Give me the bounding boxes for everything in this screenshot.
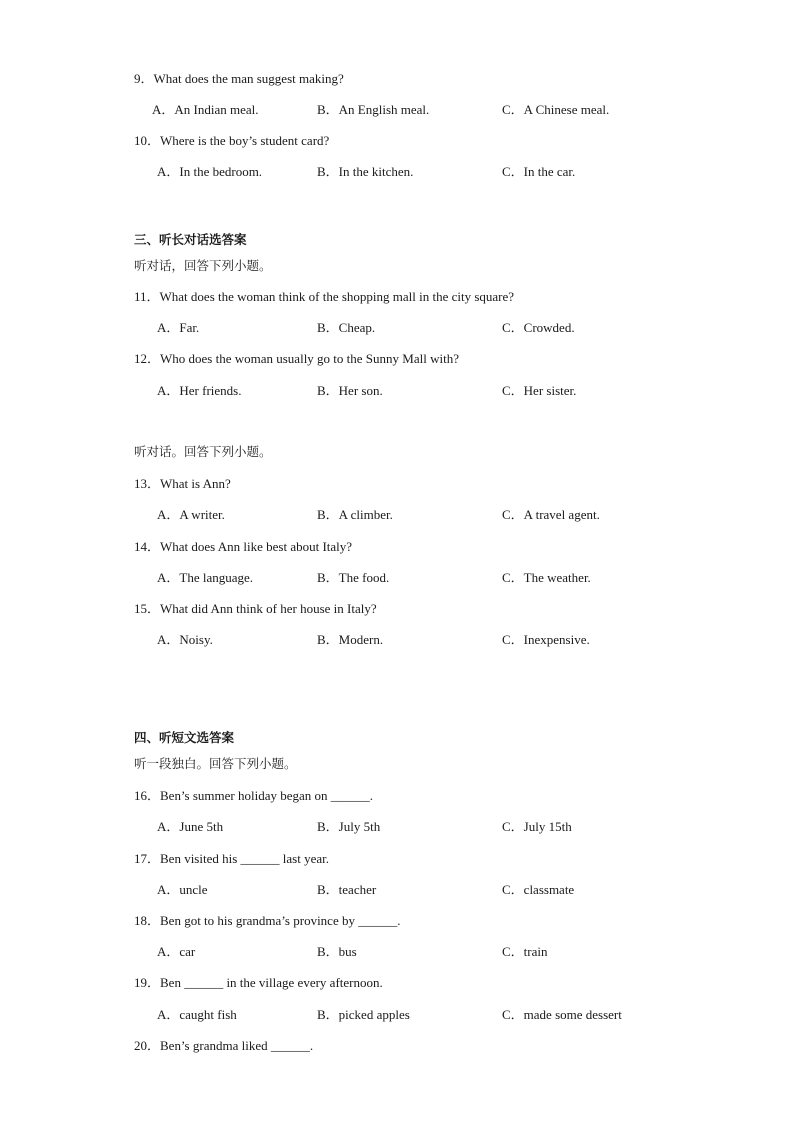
option-a: A．In the bedroom. [157,164,263,179]
option-a: A．car [157,944,196,959]
question-16: 16．Ben’s summer holiday began on ______. [134,788,374,803]
instruction: 听一段独白。回答下列小题。 [134,756,297,771]
option-b: B．Her son. [317,383,383,398]
option-b: B．Cheap. [317,320,376,335]
option-a: A．Her friends. [157,383,242,398]
option-b: B．Modern. [317,632,384,647]
question-10: 10．Where is the boy’s student card? [134,133,330,148]
option-a: A．Far. [157,320,200,335]
option-b: B．picked apples [317,1007,410,1022]
option-c: C．A Chinese meal. [502,102,610,117]
instruction: 听对话。回答下列小题。 [134,444,272,459]
question-18: 18．Ben got to his grandma’s province by ______. [134,913,401,928]
option-a: A．uncle [157,882,208,897]
option-b: B．A climber. [317,507,393,522]
option-c: C．The weather. [502,570,591,585]
options-12 [0,380,794,398]
options-14 [0,567,794,585]
option-c: C．Inexpensive. [502,632,590,647]
options-9 [0,99,794,117]
option-a: A．A writer. [157,507,225,522]
option-c: C．In the car. [502,164,576,179]
option-a: A．Noisy. [157,632,213,647]
option-c: C．July 15th [502,819,572,834]
option-a: A．June 5th [157,819,224,834]
option-c: C．made some dessert [502,1007,622,1022]
question-19: 19．Ben ______ in the village every afternoon. [134,975,383,990]
options-17 [0,879,794,897]
question-12: 12．Who does the woman usually go to the Sunny Mall with? [134,351,459,366]
options-16 [0,816,794,834]
question-17: 17．Ben visited his ______ last year. [134,851,329,866]
options-18 [0,941,794,959]
instruction: 听对话，回答下列小题。 [134,258,272,273]
option-a: A．An Indian meal. [152,102,259,117]
option-b: B．July 5th [317,819,381,834]
option-b: B．The food. [317,570,390,585]
option-c: C．classmate [502,882,575,897]
option-c: C．Her sister. [502,383,577,398]
option-b: B．bus [317,944,357,959]
options-19 [0,1004,794,1022]
section-title-3: 三、听长对话选答案 [134,232,247,247]
question-11: 11．What does the woman think of the shopping mall in the city square? [134,289,515,304]
options-10 [0,161,794,179]
option-a: A．The language. [157,570,254,585]
option-c: C．A travel agent. [502,507,600,522]
options-13 [0,504,794,522]
option-b: B．An English meal. [317,102,430,117]
option-c: C．Crowded. [502,320,575,335]
options-11 [0,317,794,335]
options-15 [0,629,794,647]
option-c: C．train [502,944,548,959]
option-b: B．teacher [317,882,377,897]
question-13: 13．What is Ann? [134,476,231,491]
option-b: B．In the kitchen. [317,164,414,179]
question-20: 20．Ben’s grandma liked ______. [134,1038,314,1053]
option-a: A．caught fish [157,1007,237,1022]
section-title-4: 四、听短文选答案 [134,730,235,745]
question-14: 14．What does Ann like best about Italy? [134,539,353,554]
question-15: 15．What did Ann think of her house in Italy? [134,601,377,616]
question-9: 9．What does the man suggest making? [134,71,344,86]
